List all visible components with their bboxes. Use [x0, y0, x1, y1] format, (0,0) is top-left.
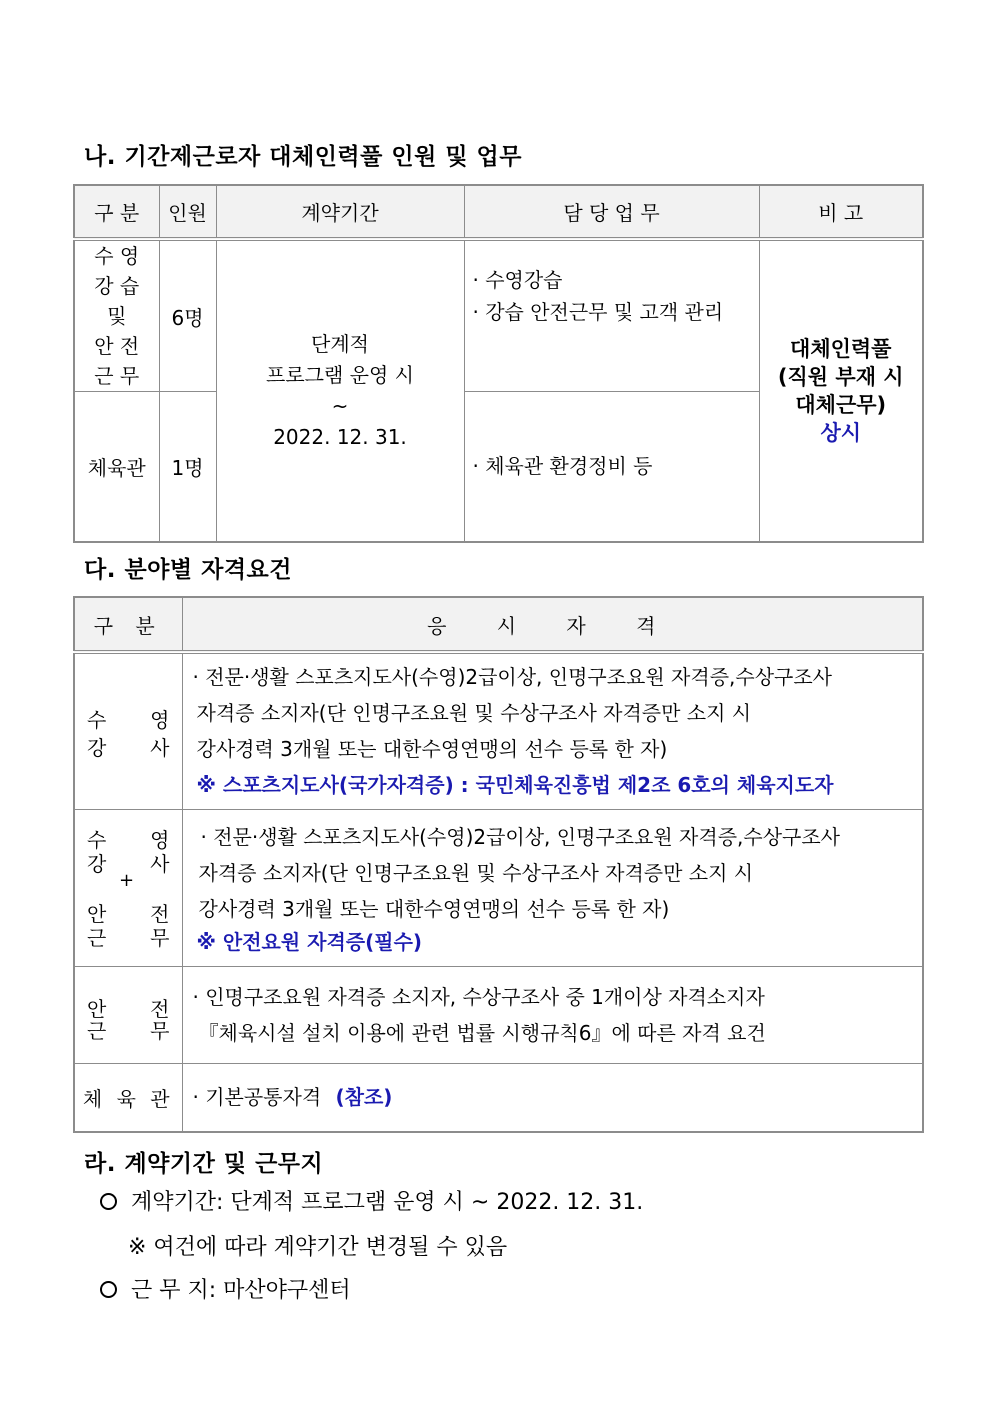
qual-header-row [74, 597, 923, 652]
qualification-table [73, 596, 924, 1133]
duties-gym: · 체육관 환경정비 등 [464, 392, 759, 542]
qual-note-sports-instructor: ※ 스포츠지도사(국가자격증) : 국민체육진흥법 제2조 6호의 체육지도자 [196, 773, 834, 798]
duties-swim: · 수영강습 · 강습 안전근무 및 고객 관리 [464, 239, 759, 392]
qual-header-requirement: 응 시 자 격 [182, 597, 923, 652]
qual-note-safety: ※ 안전요원 자격증(필수) [196, 929, 423, 954]
section-title-staff-pool: 나. 기간제근로자 대체인력풀 인원 및 업무 [84, 144, 522, 170]
remarks: 대체인력풀 (직원 부재 시 대체근무) 상시 [759, 239, 923, 542]
qual-text-gym: · 기본공통자격 (참조) [182, 1063, 923, 1132]
contract-note: ※ 여건에 따라 계약기간 변경될 수 있음 [128, 1235, 508, 1260]
qual-text-swim-safety: · 전문·생활 스포츠지도사(수영)2급이상, 인명구조요원 자격증,수상구조사 자격증 소지자(단 인명구조요원 및 수상구조사 자격증만 소지 시 강사경력 3개월 또는 대한수영연맹의 선수 등록 한 자) ※ 안전요원 자격증(필수) [182, 809, 923, 966]
circle-bullet-icon [100, 1193, 117, 1210]
qual-text-swim-instructor: · 전문·생활 스포츠지도사(수영)2급이상, 인명구조요원 자격증,수상구조사 자격증 소지자(단 인명구조요원 및 수상구조사 자격증만 소지 시 강사경력 3개월 또는 대한수영연맹의 선수 등록 한 자) ※ 스포츠지도사(국가자격증) : 국민체육진흥법 제2조 6호의 체육지도자 [182, 652, 923, 809]
qual-category-safety: 안 전 근 무 [74, 966, 182, 1063]
qual-category-swim-instructor: 수 영 강 사 [74, 652, 182, 809]
header-count: 인원 [159, 185, 216, 239]
qual-row-safety [74, 966, 923, 1063]
section-title-contract: 라. 계약기간 및 근무지 [84, 1151, 324, 1177]
table-header-row [74, 185, 923, 239]
count-swim: 6명 [159, 239, 216, 392]
circle-bullet-icon [100, 1281, 117, 1298]
header-category: 구 분 [74, 185, 159, 239]
category-gym: 체육관 [74, 392, 159, 542]
qual-reference: (참조) [335, 1085, 393, 1110]
qual-text-safety: · 인명구조요원 자격증 소지자, 수상구조사 중 1개이상 자격소지자 『체육시설 설치 이용에 관련 법률 시행규칙6』에 따른 자격 요건 [182, 966, 923, 1063]
section-title-qualifications: 다. 분야별 자격요건 [84, 557, 292, 583]
contract-period-line: 계약기간: 단계적 프로그램 운영 시 ~ 2022. 12. 31. [100, 1185, 643, 1216]
category-swim-instruction: 수 영 강 습 및 안 전 근 무 [74, 239, 159, 392]
count-gym: 1명 [159, 392, 216, 542]
staff-pool-table [73, 184, 924, 543]
qual-row-gym [74, 1063, 923, 1132]
contract-period: 단계적 프로그램 운영 시 ~ 2022. 12. 31. [216, 239, 464, 542]
header-duties: 담 당 업 무 [464, 185, 759, 239]
workplace-line: 근 무 지: 마산야구센터 [100, 1273, 351, 1304]
qual-row-swim-instructor [74, 652, 923, 809]
qual-category-gym: 체 육 관 [74, 1063, 182, 1132]
header-period: 계약기간 [216, 185, 464, 239]
qual-row-swim-safety [74, 809, 923, 966]
qual-category-swim-safety: 수 영 강 사 + 안 전 근 무 [74, 809, 182, 966]
header-remarks: 비 고 [759, 185, 923, 239]
qual-header-category: 구 분 [74, 597, 182, 652]
table-row-swim [74, 239, 923, 392]
remark-highlight: 상시 [820, 420, 862, 445]
